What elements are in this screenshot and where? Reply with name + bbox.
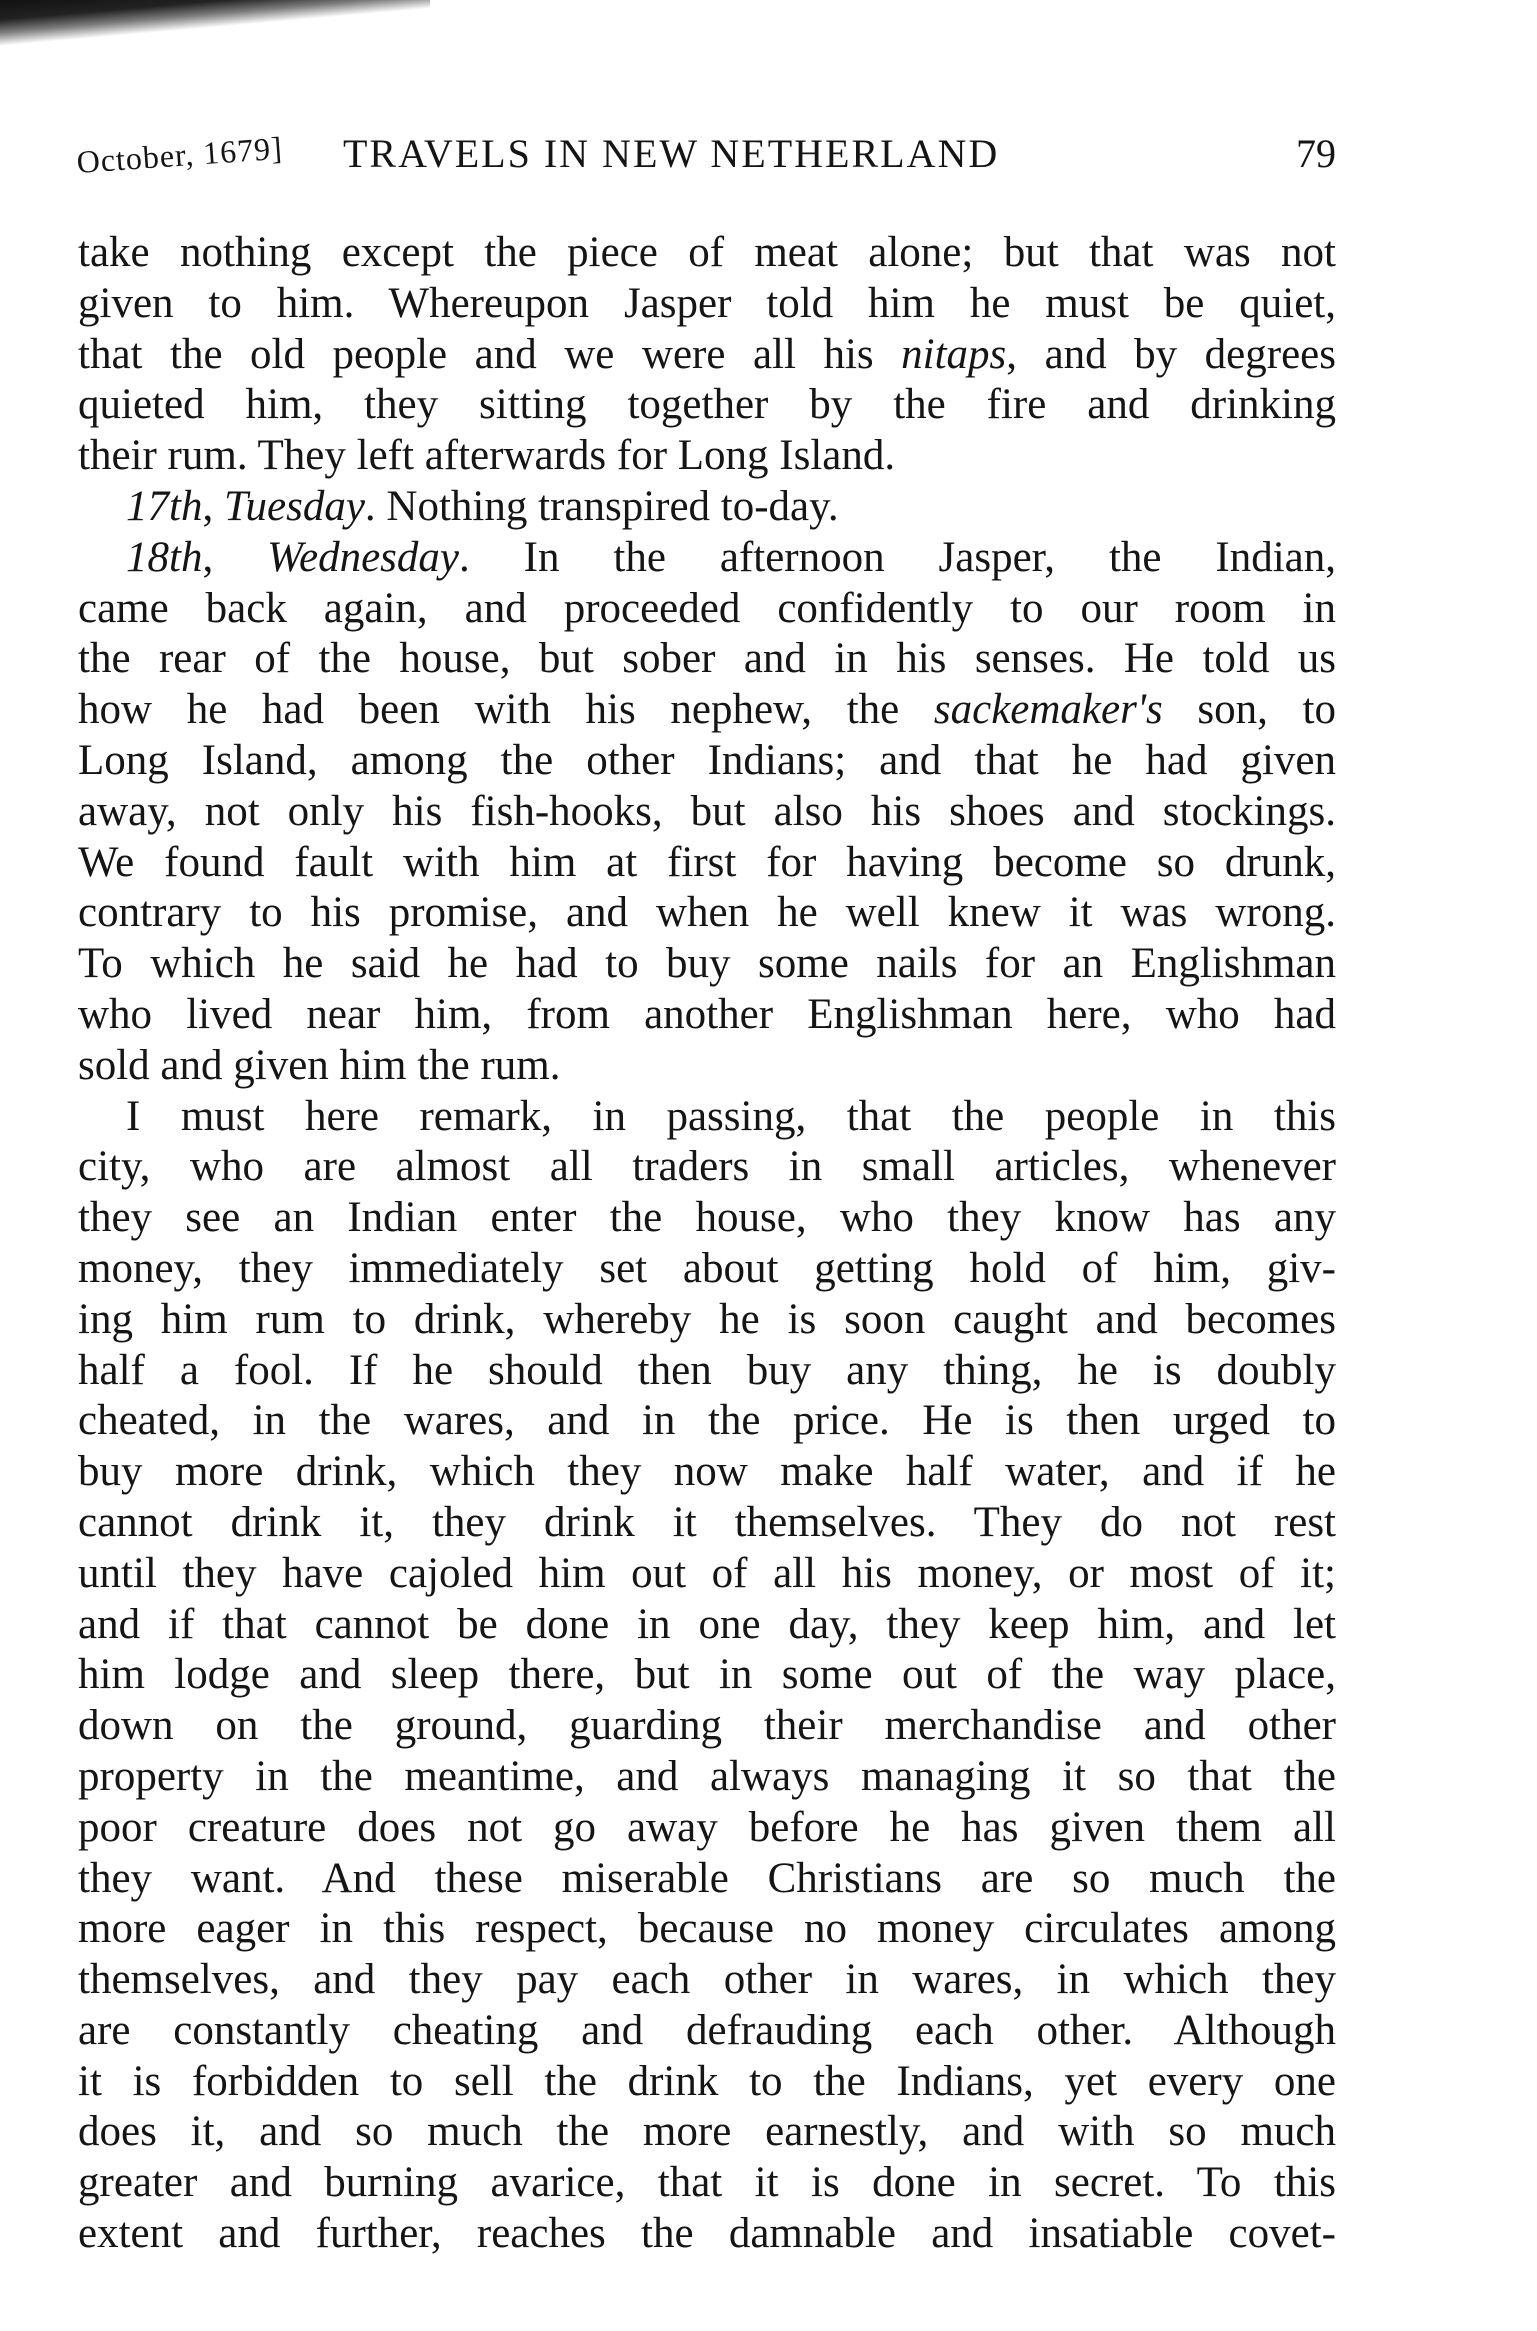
- running-header: [75, 129, 1336, 190]
- text-line: greater and burning avarice, that it is done in secret. To this: [78, 2159, 1336, 2207]
- text-line: cheated, in the wares, and in the price. He is then urged to: [78, 1397, 1336, 1445]
- text-line: who lived near him, from another Englishman here, who had: [78, 990, 1336, 1038]
- text-line: their rum. They left afterwards for Long Island.: [78, 432, 896, 480]
- text-line: they want. And these miserable Christians are so much the: [78, 1854, 1336, 1902]
- text-line: money, they immediately set about getting hold of him, giv-: [78, 1244, 1336, 1292]
- text-line: Long Island, among the other Indians; and that he had given: [78, 736, 1336, 784]
- text-line: To which he said he had to buy some nails for an Englishman: [78, 940, 1336, 988]
- text-line: and if that cannot be done in one day, they keep him, and let: [78, 1600, 1336, 1648]
- text-line: extent and further, reaches the damnable and insatiable covet-: [78, 2210, 1336, 2258]
- text-line: take nothing except the piece of meat alone; but that was not: [78, 229, 1336, 276]
- text-line: they see an Indian enter the house, who they know has any: [78, 1194, 1336, 1242]
- text-line: the rear of the house, but sober and in his senses. He told us: [78, 635, 1336, 683]
- text-line: poor creature does not go away before he has given them all: [78, 1803, 1336, 1851]
- text-line: cannot drink it, they drink it themselves. They do not rest: [78, 1498, 1336, 1546]
- page-number: 79: [1296, 131, 1336, 176]
- text-line: themselves, and they pay each other in wares, in which they: [78, 1956, 1336, 2004]
- text-line: more eager in this respect, because no money circulates among: [78, 1905, 1336, 1953]
- text-line: half a fool. If he should then buy any thing, he is doubly: [78, 1346, 1336, 1394]
- text-line: buy more drink, which they now make half water, and if he: [78, 1448, 1336, 1496]
- text-line: does it, and so much the more earnestly, and with so much: [78, 2108, 1336, 2156]
- scan-edge-shadow: [0, 0, 430, 72]
- text-line: ing him rum to drink, whereby he is soon caught and becomes: [78, 1295, 1336, 1343]
- text-line: quieted him, they sitting together by the fire and drinking: [78, 381, 1336, 429]
- text-line: property in the meantime, and always managing it so that the: [78, 1752, 1336, 1800]
- header-date: October, 1679]: [75, 129, 284, 181]
- text-line: it is forbidden to sell the drink to the Indians, yet every one: [78, 2057, 1336, 2105]
- text-line: sold and given him the rum.: [78, 1041, 561, 1089]
- text-line: I must here remark, in passing, that the people in this: [126, 1092, 1336, 1140]
- text-line: until they have cajoled him out of all his money, or most of it;: [78, 1549, 1336, 1597]
- text-line: came back again, and proceeded confidently to our room in: [78, 584, 1336, 632]
- text-line: how he had been with his nephew, the sackemaker's son, to: [78, 686, 1336, 734]
- text-line: down on the ground, guarding their merchandise and other: [78, 1702, 1336, 1750]
- text-line: We found fault with him at first for having become so drunk,: [78, 838, 1336, 886]
- text-line: that the old people and we were all his nitaps, and by degrees: [78, 330, 1336, 378]
- text-line: given to him. Whereupon Jasper told him he must be quiet,: [78, 279, 1336, 327]
- text-line: are constantly cheating and defrauding each other. Although: [78, 2006, 1336, 2054]
- text-line: 17th, Tuesday. Nothing transpired to-day.: [126, 482, 839, 530]
- text-line: contrary to his promise, and when he well knew it was wrong.: [78, 889, 1336, 937]
- text-line: city, who are almost all traders in small articles, whenever: [78, 1143, 1336, 1191]
- header-title: TRAVELS IN NEW NETHERLAND: [343, 131, 1000, 176]
- text-line: him lodge and sleep there, but in some out of the way place,: [78, 1651, 1336, 1699]
- body-text: [78, 228, 1336, 2260]
- text-line: 18th, Wednesday. In the afternoon Jasper, the Indian,: [126, 533, 1336, 581]
- text-line: away, not only his fish-hooks, but also his shoes and stockings.: [78, 787, 1336, 835]
